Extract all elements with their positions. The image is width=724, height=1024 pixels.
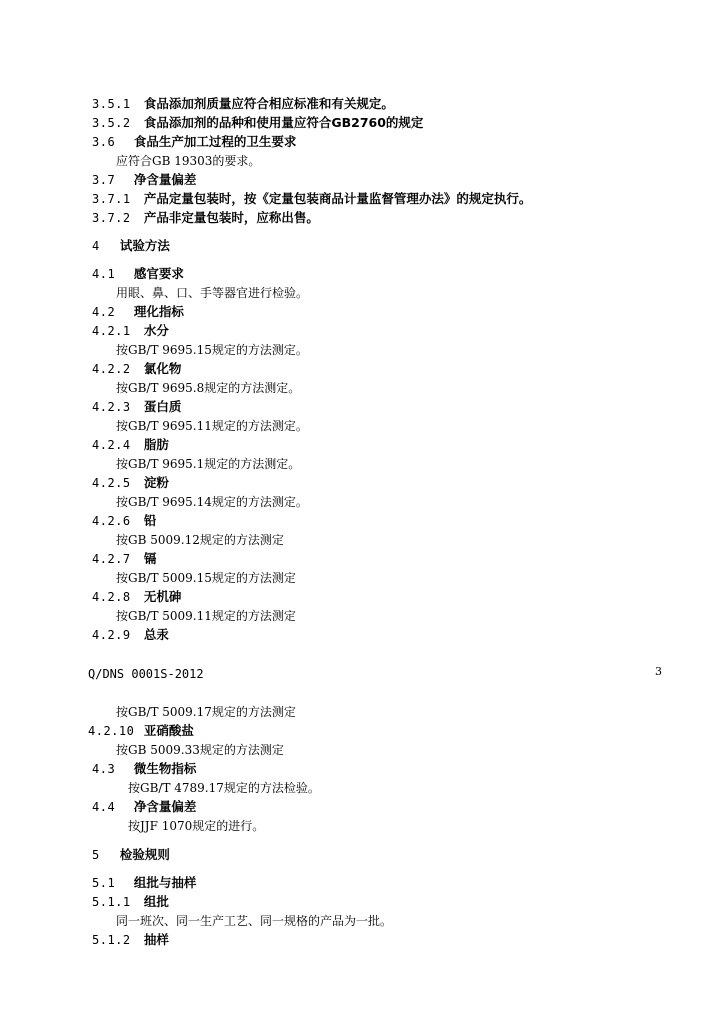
clause-number: 3.7 [92, 173, 116, 187]
clause-4-2-2 [92, 362, 181, 376]
clause-text: 组批 [143, 894, 169, 909]
clause-text: 理化指标 [133, 304, 184, 319]
clause-text: 总汞 [143, 627, 169, 642]
clause-body: 按GB 5009.12规定的方法测定 [116, 533, 284, 547]
clause-number: 4.2.4 [92, 438, 131, 452]
section-4 [92, 239, 170, 253]
clause-text: 亚硝酸盐 [143, 723, 194, 738]
clause-body: 按GB/T 9695.8规定的方法测定。 [116, 381, 301, 395]
section-number: 4 [92, 239, 100, 253]
clause-body: 应符合GB 19303的要求。 [116, 154, 261, 168]
clause-text: 蛋白质 [143, 399, 182, 414]
clause-text: 无机砷 [143, 589, 182, 604]
clause-text: 淀粉 [143, 475, 169, 490]
page-number: 3 [655, 665, 662, 678]
clause-body: 用眼、鼻、口、手等器官进行检验。 [116, 286, 309, 300]
clause-text: 食品生产加工过程的卫生要求 [133, 134, 297, 149]
clause-number: 3.5.1 [92, 97, 131, 111]
clause-5-1-2 [92, 933, 169, 947]
clause-3-7 [92, 173, 196, 187]
clause-4-2-6 [92, 514, 156, 528]
clause-4-2 [92, 305, 184, 319]
document-code: Q/DNS 0001S-2012 [88, 667, 204, 681]
section-number: 5 [92, 848, 100, 862]
clause-4-4 [92, 800, 196, 814]
section-title: 检验规则 [119, 847, 170, 862]
clause-body: 按GB/T 4789.17规定的方法检验。 [128, 781, 320, 795]
clause-4-1 [92, 267, 184, 281]
clause-4-2-7 [92, 552, 156, 566]
clause-number: 5.1.1 [92, 895, 131, 909]
section-5 [92, 848, 170, 862]
clause-3-6 [92, 135, 296, 149]
clause-5-1-1 [92, 895, 169, 909]
clause-number: 5.1.2 [92, 933, 131, 947]
clause-body: 按GB/T 5009.11规定的方法测定 [116, 609, 296, 623]
clause-text: 脂肪 [143, 437, 169, 452]
clause-number: 3.7.1 [92, 192, 131, 206]
clause-body: 按GB/T 5009.15规定的方法测定 [116, 571, 296, 585]
clause-number: 3.7.2 [92, 211, 131, 225]
clause-text: 产品非定量包装时，应称出售。 [143, 210, 319, 225]
clause-number: 4.2.2 [92, 362, 131, 376]
clause-text: 组批与抽样 [133, 875, 197, 890]
clause-number: 4.4 [92, 800, 116, 814]
clause-3-7-2 [92, 211, 319, 225]
clause-4-2-8 [92, 590, 181, 604]
clause-text: 抽样 [143, 932, 169, 947]
clause-3-5-2 [92, 116, 423, 130]
section-title: 试验方法 [119, 238, 170, 253]
clause-text: 感官要求 [133, 266, 184, 281]
clause-number: 4.2.7 [92, 552, 131, 566]
clause-body: 按JJF 1070规定的进行。 [128, 819, 265, 833]
clause-text: 食品添加剂的品种和使用量应符合GB2760的规定 [143, 115, 424, 130]
clause-body: 按GB/T 9695.11规定的方法测定。 [116, 419, 308, 433]
clause-4-2-3 [92, 400, 181, 414]
clause-4-2-9 [92, 628, 169, 642]
clause-number: 3.6 [92, 135, 116, 149]
clause-number: 5.1 [92, 876, 116, 890]
clause-text: 食品添加剂质量应符合相应标准和有关规定。 [143, 96, 394, 111]
clause-body: 按GB/T 9695.14规定的方法测定。 [116, 495, 308, 509]
clause-number: 4.2 [92, 305, 116, 319]
clause-number: 4.2.5 [92, 476, 131, 490]
clause-text: 氯化物 [143, 361, 182, 376]
clause-4-2-10 [88, 724, 194, 738]
clause-number: 4.2.9 [92, 628, 131, 642]
clause-body: 同一班次、同一生产工艺、同一规格的产品为一批。 [116, 914, 393, 928]
clause-4-2-5 [92, 476, 169, 490]
clause-number: 4.2.8 [92, 590, 131, 604]
clause-4-2-4 [92, 438, 169, 452]
clause-number: 4.1 [92, 267, 116, 281]
clause-body: 按GB 5009.33规定的方法测定 [116, 743, 284, 757]
clause-text: 净含量偏差 [133, 172, 197, 187]
clause-3-5-1 [92, 97, 394, 111]
clause-number: 4.2.1 [92, 324, 131, 338]
clause-text: 产品定量包装时，按《定量包装商品计量监督管理办法》的规定执行。 [143, 191, 532, 206]
clause-body: 按GB/T 9695.1规定的方法测定。 [116, 457, 301, 471]
clause-3-7-1 [92, 192, 531, 206]
clause-text: 铅 [143, 513, 157, 528]
clause-body: 按GB/T 9695.15规定的方法测定。 [116, 343, 308, 357]
clause-body: 按GB/T 5009.17规定的方法测定 [116, 705, 296, 719]
clause-number: 3.5.2 [92, 116, 131, 130]
clause-text: 水分 [143, 323, 169, 338]
clause-text: 净含量偏差 [133, 799, 197, 814]
clause-text: 镉 [143, 551, 157, 566]
clause-text: 微生物指标 [133, 761, 197, 776]
clause-number: 4.2.10 [88, 724, 135, 738]
clause-number: 4.3 [92, 762, 116, 776]
clause-number: 4.2.3 [92, 400, 131, 414]
clause-4-3 [92, 762, 196, 776]
clause-4-2-1 [92, 324, 169, 338]
clause-number: 4.2.6 [92, 514, 131, 528]
clause-5-1 [92, 876, 196, 890]
